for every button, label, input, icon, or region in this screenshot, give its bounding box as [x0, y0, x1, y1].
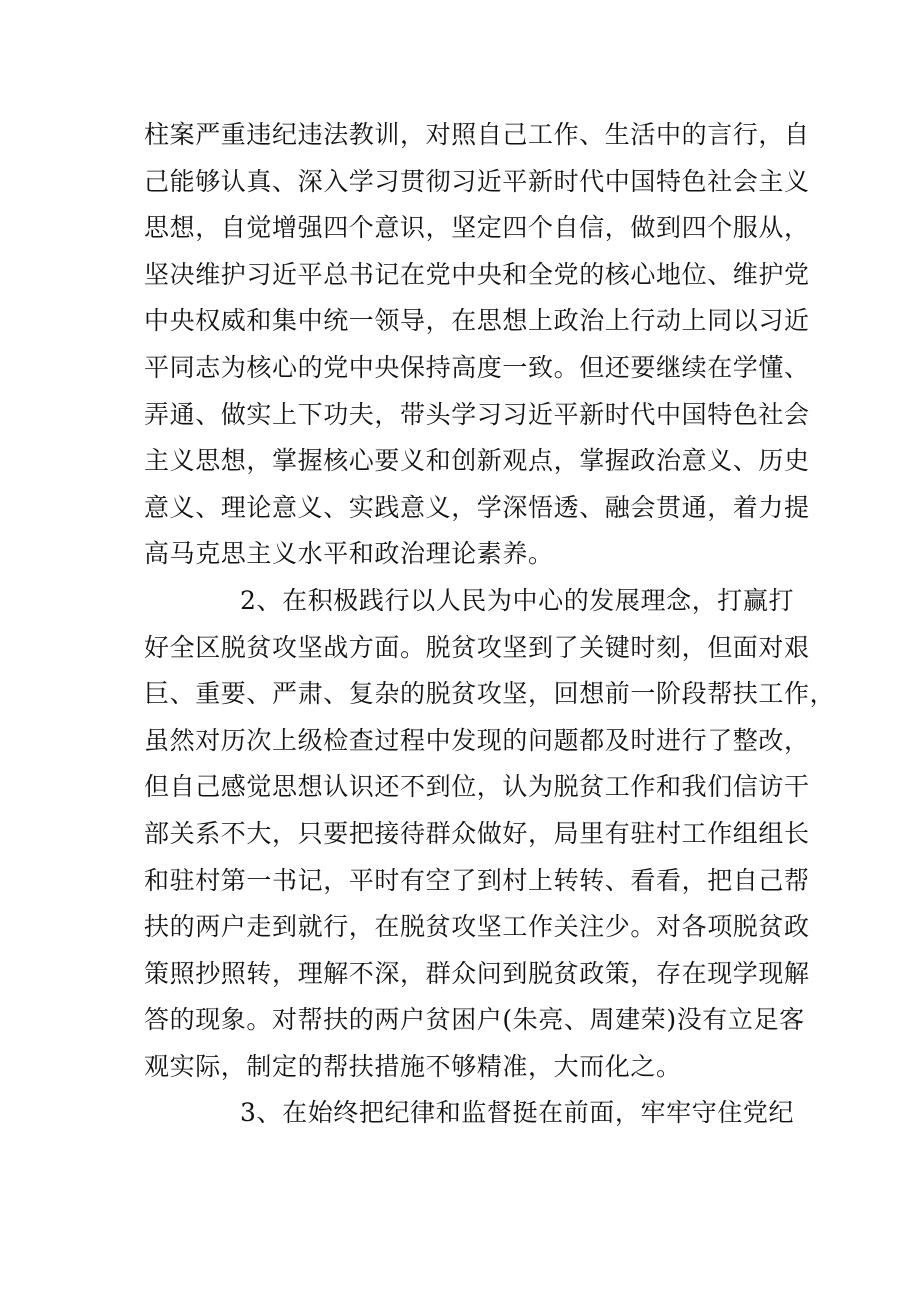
paragraph-2 [144, 578, 836, 1091]
text-line: 虽然对历次上级检查过程中发现的问题都及时进行了整改， [144, 725, 810, 755]
text-line: 中央权威和集中统一领导，在思想上政治上行动上同以习近 [144, 306, 810, 336]
text-line: 和驻村第一书记，平时有空了到村上转转、看看，把自己帮 [144, 865, 810, 895]
text-line: 弄通、做实上下功夫，带头学习习近平新时代中国特色社会 [144, 399, 810, 429]
text-line: 2、在积极践行以人民为中心的发展理念，打赢打 [240, 585, 795, 615]
text-line: 策照抄照转，理解不深，群众问到脱贫政策，存在现学现解 [144, 958, 810, 988]
text-line: 意义、理论意义、实践意义，学深悟透、融会贯通，着力提 [144, 492, 810, 522]
text-line: 思想，自觉增强四个意识，坚定四个自信，做到四个服从， [144, 213, 810, 243]
document-page [144, 112, 836, 1137]
text-line: 扶的两户走到就行，在脱贫攻坚工作关注少。对各项脱贫政 [144, 912, 810, 942]
text-line: 主义思想，掌握核心要义和创新观点，掌握政治意义、历史 [144, 446, 810, 476]
paragraph-1 [144, 112, 810, 578]
text-line: 高马克思主义水平和政治理论素养。 [144, 539, 554, 569]
text-line: 己能够认真、深入学习贯彻习近平新时代中国特色社会主义 [144, 166, 810, 196]
paragraph-3 [144, 1090, 795, 1137]
text-line: 观实际，制定的帮扶措施不够精准，大而化之。 [144, 1051, 682, 1081]
text-line: 但自己感觉思想认识还不到位，认为脱贫工作和我们信访干 [144, 772, 810, 802]
text-line: 部关系不大，只要把接待群众做好，局里有驻村工作组组长 [144, 818, 810, 848]
text-line: 坚决维护习近平总书记在党中央和全党的核心地位、维护党 [144, 259, 810, 289]
text-line: 平同志为核心的党中央保持高度一致。但还要继续在学懂、 [144, 352, 810, 382]
text-line: 3、在始终把纪律和监督挺在前面，牢牢守住党纪 [240, 1098, 795, 1128]
text-line: 答的现象。对帮扶的两户贫困户(朱亮、周建荣)没有立足客 [144, 1005, 805, 1035]
text-line: 好全区脱贫攻坚战方面。脱贫攻坚到了关键时刻，但面对艰 [144, 632, 810, 662]
text-line: 巨、重要、严肃、复杂的脱贫攻坚，回想前一阶段帮扶工作， [144, 679, 836, 709]
text-line: 柱案严重违纪违法教训，对照自己工作、生活中的言行，自 [144, 120, 810, 149]
